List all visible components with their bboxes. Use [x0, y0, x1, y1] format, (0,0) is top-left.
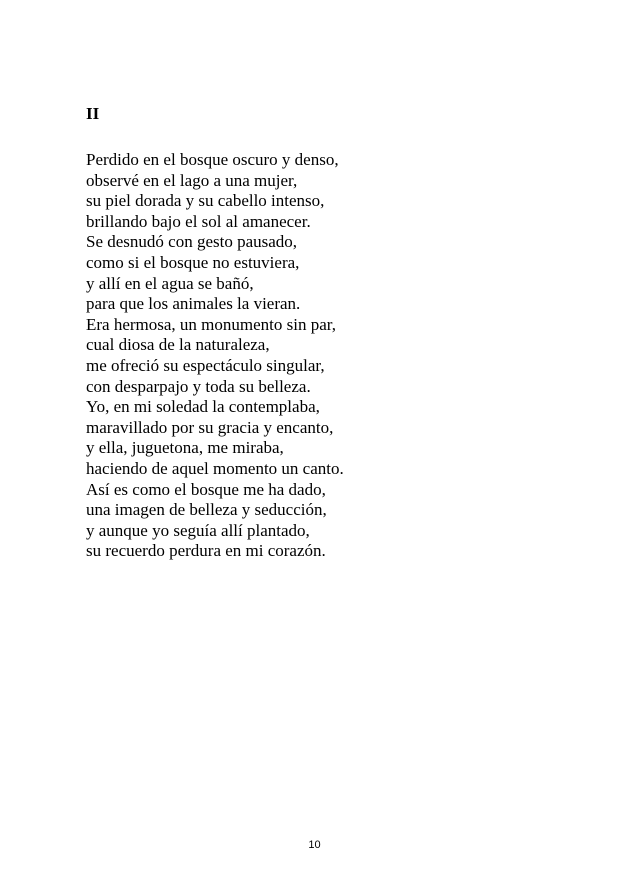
poem-line: y ella, juguetona, me miraba,: [86, 438, 284, 458]
poem-line: Yo, en mi soledad la contemplaba,: [86, 397, 320, 417]
section-heading: II: [86, 104, 100, 123]
poem-line: observé en el lago a una mujer,: [86, 170, 298, 190]
poem-line: una imagen de belleza y seducción,: [86, 500, 327, 520]
poem-line: con desparpajo y toda su belleza.: [86, 376, 311, 396]
poem-line: me ofreció su espectáculo singular,: [86, 355, 325, 375]
poem-line: como si el bosque no estuviera,: [86, 252, 300, 272]
poem-line: Era hermosa, un monumento sin par,: [86, 314, 337, 334]
poem-line: para que los animales la vieran.: [86, 294, 301, 314]
poem-line: Así es como el bosque me ha dado,: [86, 479, 326, 499]
page-number: 10: [308, 839, 321, 851]
poem-line: su piel dorada y su cabello intenso,: [86, 191, 325, 211]
poem-line: haciendo de aquel momento un canto.: [86, 458, 344, 478]
poem-body: [86, 150, 344, 562]
poem-line: Perdido en el bosque oscuro y denso,: [86, 150, 339, 169]
poem-line: su recuerdo perdura en mi corazón.: [86, 541, 326, 561]
poem-line: cual diosa de la naturaleza,: [86, 335, 270, 355]
poem-line: y allí en el agua se bañó,: [86, 273, 254, 293]
poem-line: y aunque yo seguía allí plantado,: [86, 520, 310, 540]
poem-line: Se desnudó con gesto pausado,: [86, 232, 298, 252]
poem-line: brillando bajo el sol al amanecer.: [86, 211, 311, 231]
poem-line: maravillado por su gracia y encanto,: [86, 417, 334, 437]
